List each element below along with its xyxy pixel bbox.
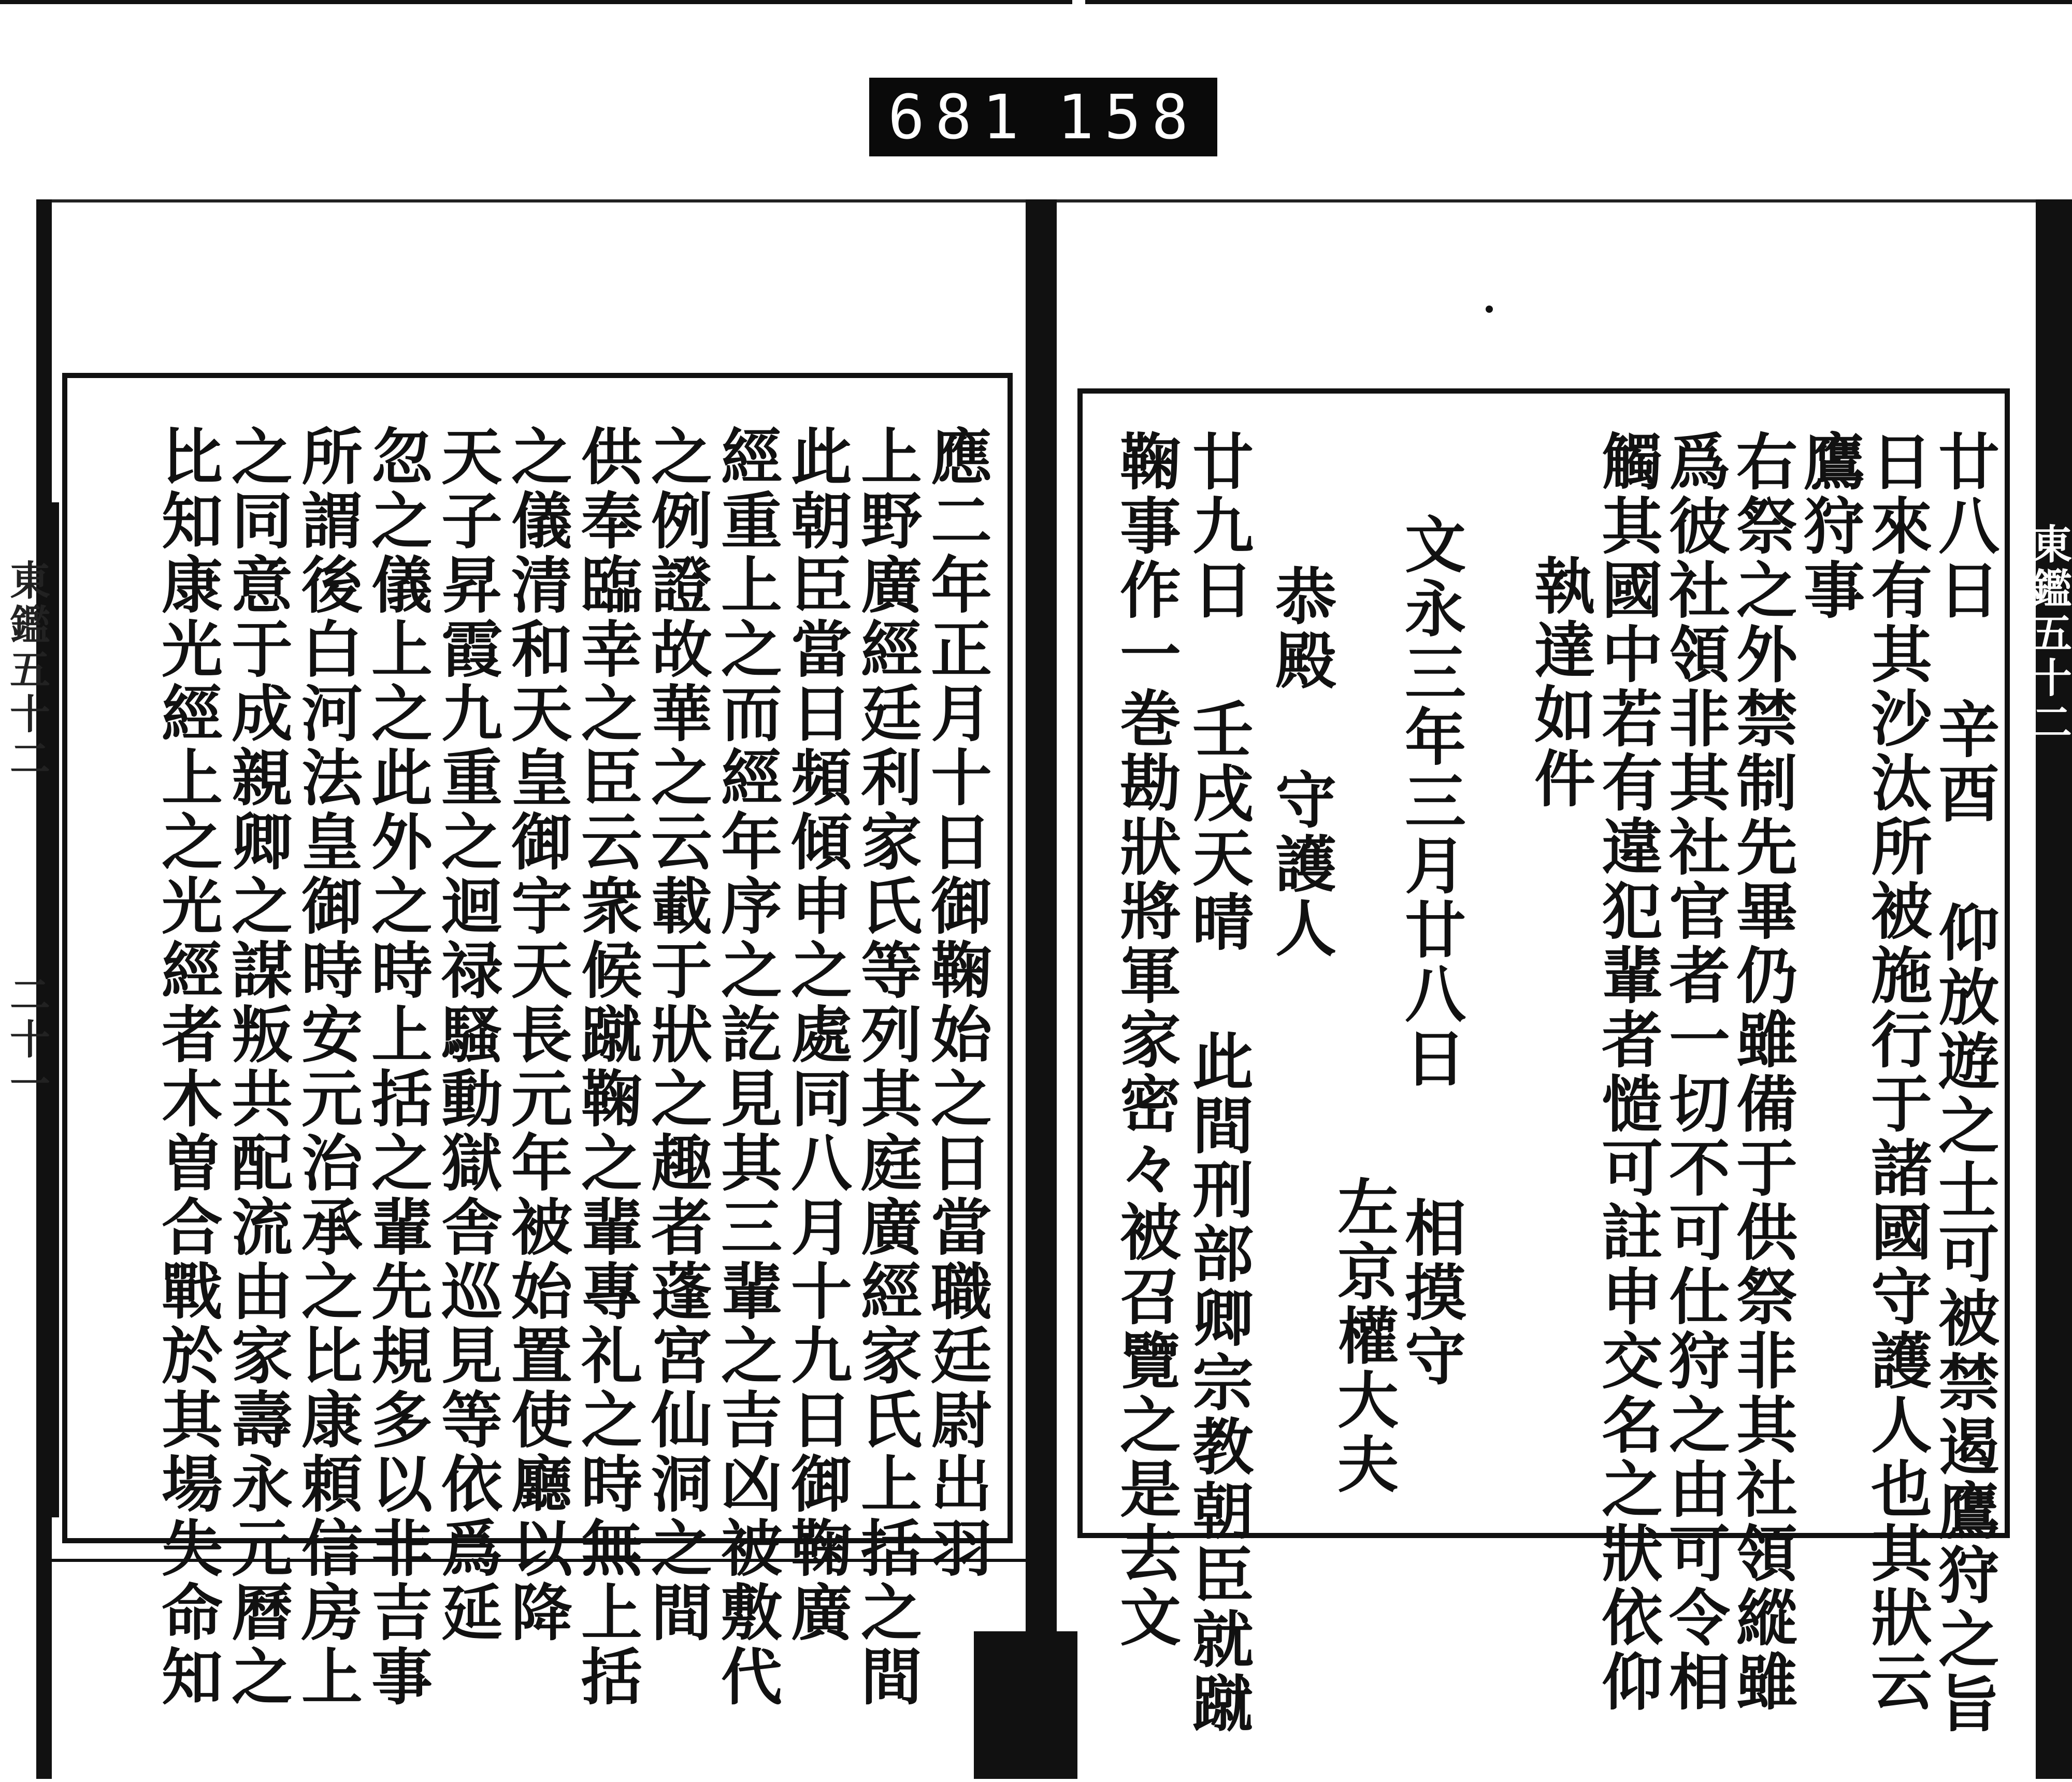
- right-page-binding-strip: [1041, 199, 1057, 1779]
- right-column-2: 日來有其沙汰所被施行于諸國守護人也其狀云: [1861, 430, 1933, 1714]
- frame-number-left: 681: [888, 81, 1030, 153]
- right-column-4: 右祭之外禁制先畢仍雖備于供祭非其社領縱雖: [1726, 430, 1798, 1714]
- left-margin-frame: [52, 502, 59, 1517]
- right-page-outer-edge: [2036, 199, 2072, 1779]
- right-column-12: 廿九日 壬戌天晴 此間刑部卿宗教朝臣就蹴: [1182, 430, 1254, 1736]
- right-column-5: 爲彼社領非其社官者一切不可仕狩之由可令相: [1659, 430, 1731, 1714]
- left-column-8: 天子昇霞九重之迴禄騷動獄舎巡見等依爲延: [431, 425, 503, 1645]
- left-column-1: 應二年正月十日御鞠始之日當職廷尉出羽: [920, 425, 992, 1581]
- right-column-6: 觸其國中若有違犯輩者慥可註申交名之狀依仰: [1591, 430, 1663, 1714]
- film-frame-label: [869, 78, 1217, 156]
- frame-number-right: 158: [1057, 81, 1199, 153]
- right-column-1: 廿八日 辛酉 仰放遊之士可被禁遏鷹狩之旨: [1928, 430, 2000, 1736]
- left-column-10: 所謂後白河法皇御時安元治承之比康頼信房上: [291, 425, 363, 1709]
- left-column-12: 比知康光經上之光經者木曽合戰於其場失命知: [151, 425, 223, 1709]
- right-column-addressee: 恭殿 守護人: [1265, 564, 1337, 961]
- top-edge-rule-right: [1085, 0, 2072, 4]
- left-margin-folio: 二十一: [3, 974, 50, 1107]
- left-binding-block: [974, 1631, 1026, 1779]
- right-binding-block: [1036, 1631, 1077, 1779]
- left-column-2: 上野廣經廷利家氏等列其庭廣經家氏上括之間: [851, 425, 923, 1709]
- ink-dot: [1486, 306, 1493, 313]
- right-column-3: 鷹狩事: [1793, 430, 1865, 622]
- left-column-11: 之同意于成親卿之謀叛共配流由家壽永元曆之: [221, 425, 293, 1709]
- right-column-signer-2: 左京權大夫: [1327, 1176, 1399, 1497]
- left-margin-title: 東鑑五十二: [3, 559, 50, 782]
- left-column-9: 忽之儀上之此外之時上括之輩先規多以非吉事: [361, 425, 433, 1709]
- left-column-7: 之儀清和天皇御宇天長元年被始置使廳以降: [501, 425, 573, 1645]
- left-column-5: 之例證故華之云載于狀之趣者蓬宮仙洞之間: [641, 425, 713, 1645]
- right-column-7: 執達如件: [1524, 554, 1596, 811]
- left-column-3: 此朝臣當日頻傾申之處同八月十九日御鞠廣: [781, 425, 853, 1645]
- top-edge-rule-left: [0, 0, 1072, 4]
- left-column-6: 供奉臨幸之臣云衆候蹴鞠之輩專礼之時無上括: [571, 425, 643, 1709]
- right-margin-title: 東鑑五十二: [2025, 523, 2072, 746]
- right-text-panel: [1077, 388, 2010, 1736]
- right-column-signer-1: 相摸守: [1394, 1196, 1466, 1389]
- left-column-4: 經重上之而經年序之訖見其三輩之吉凶被敷代: [711, 425, 783, 1709]
- right-column-date: 文永三年三月廿八日: [1394, 513, 1466, 1091]
- right-column-13: 鞠事作一巻勘狀將軍家密々被召覽之是去文: [1110, 430, 1182, 1650]
- left-text-panel: [62, 373, 1013, 1709]
